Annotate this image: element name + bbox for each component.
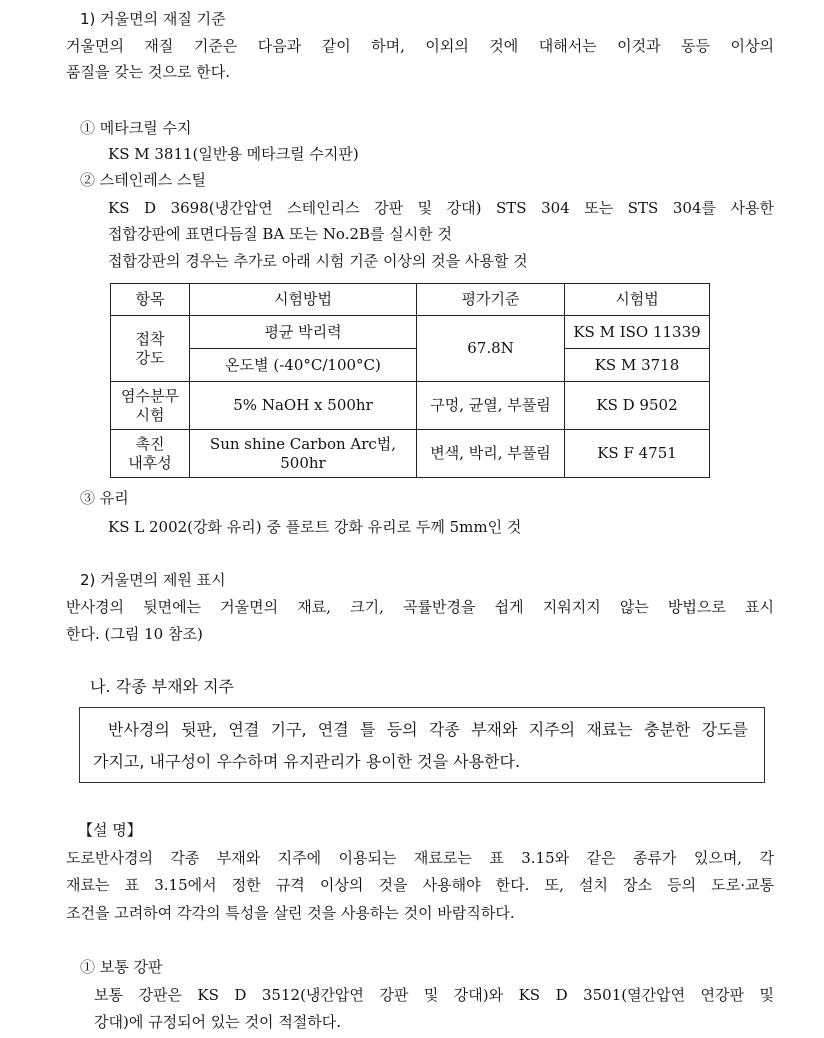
table-header: 시험방법	[190, 284, 417, 316]
table-header: 시험법	[565, 284, 710, 316]
table-cell-standard: KS D 9502	[565, 382, 710, 430]
table-cell-item: 접착 강도	[111, 316, 190, 382]
item-text: KS L 2002(강화 유리) 중 플로트 강화 유리로 두께 5mm인 것	[108, 518, 522, 536]
table-cell-standard: KS F 4751	[565, 430, 710, 478]
table-cell-criteria: 구멍, 균열, 부풀림	[417, 382, 565, 430]
explanation-heading: 【설 명】	[78, 821, 142, 839]
test-criteria-table	[110, 283, 710, 478]
paragraph-line: 재료는 표 3.15에서 정한 규격 이상의 것을 사용해야 한다. 또, 설치 장소 등의 도로·교통	[66, 876, 774, 894]
paragraph-line: 도로반사경의 각종 부재와 지주에 이용되는 재료로는 표 3.15와 같은 종류가 있으며, 각	[66, 849, 774, 867]
paragraph-line: 조건을 고려하여 각각의 특성을 살린 것을 사용하는 것이 바람직하다.	[66, 904, 515, 922]
table-cell-method: 평균 박리력	[190, 316, 417, 349]
table-header: 평가기준	[417, 284, 565, 316]
table-cell-method: 온도별 (-40°C/100°C)	[190, 349, 417, 382]
paragraph-line: 한다. (그림 10 참조)	[66, 625, 203, 643]
table-cell-item: 촉진 내후성	[111, 430, 190, 478]
section-heading-spec-marking: 2) 거울면의 제원 표시	[80, 571, 226, 589]
box-text-line: 가지고, 내구성이 우수하며 유지관리가 용이한 것을 사용한다.	[93, 752, 521, 771]
section-heading-members-poles: 나. 각종 부재와 지주	[90, 677, 234, 696]
paragraph-line: 거울면의 재질 기준은 다음과 같이 하며, 이외의 것에 대해서는 이것과 동등 이상의	[66, 37, 774, 55]
table-cell-item: 염수분무 시험	[111, 382, 190, 430]
table-cell-standard: KS M 3718	[565, 349, 710, 382]
item-text: KS D 3698(냉간압연 스테인리스 강판 및 강대) STS 304 또는 STS 304를 사용한	[108, 199, 774, 217]
table-header: 항목	[111, 284, 190, 316]
paragraph-line: 품질을 갖는 것으로 한다.	[66, 63, 230, 81]
item-title-glass: ③ 유리	[80, 489, 129, 507]
table-cell-criteria: 67.8N	[417, 316, 565, 382]
item-text: KS M 3811(일반용 메타크릴 수지판)	[108, 145, 359, 163]
paragraph-line: 반사경의 뒷면에는 거울면의 재료, 크기, 곡률반경을 쉽게 지워지지 않는 방법으로 표시	[66, 598, 774, 616]
box-text-line: 반사경의 뒷판, 연결 기구, 연결 틀 등의 각종 부재와 지주의 재료는 충분한 강도를	[108, 720, 748, 739]
table-cell-method: Sun shine Carbon Arc법, 500hr	[190, 430, 417, 478]
item-title-methacryl: ① 메타크릴 수지	[80, 119, 192, 137]
item-text: 접합강판의 경우는 추가로 아래 시험 기준 이상의 것을 사용할 것	[108, 252, 528, 270]
table-cell-method: 5% NaOH x 500hr	[190, 382, 417, 430]
item-title-steel-plate: ① 보통 강판	[80, 958, 163, 976]
item-text: 접합강판에 표면다듬질 BA 또는 No.2B를 실시한 것	[108, 225, 453, 243]
table-cell-standard: KS M ISO 11339	[565, 316, 710, 349]
table-cell-criteria: 변색, 박리, 부풀림	[417, 430, 565, 478]
item-text: 강대)에 규정되어 있는 것이 적절하다.	[94, 1013, 342, 1031]
section-heading-mirror-material: 1) 거울면의 재질 기준	[80, 10, 226, 28]
item-text: 보통 강판은 KS D 3512(냉간압연 강판 및 강대)와 KS D 3501(열간압연 연강판 및	[94, 986, 774, 1004]
item-title-stainless: ② 스테인레스 스틸	[80, 171, 206, 189]
